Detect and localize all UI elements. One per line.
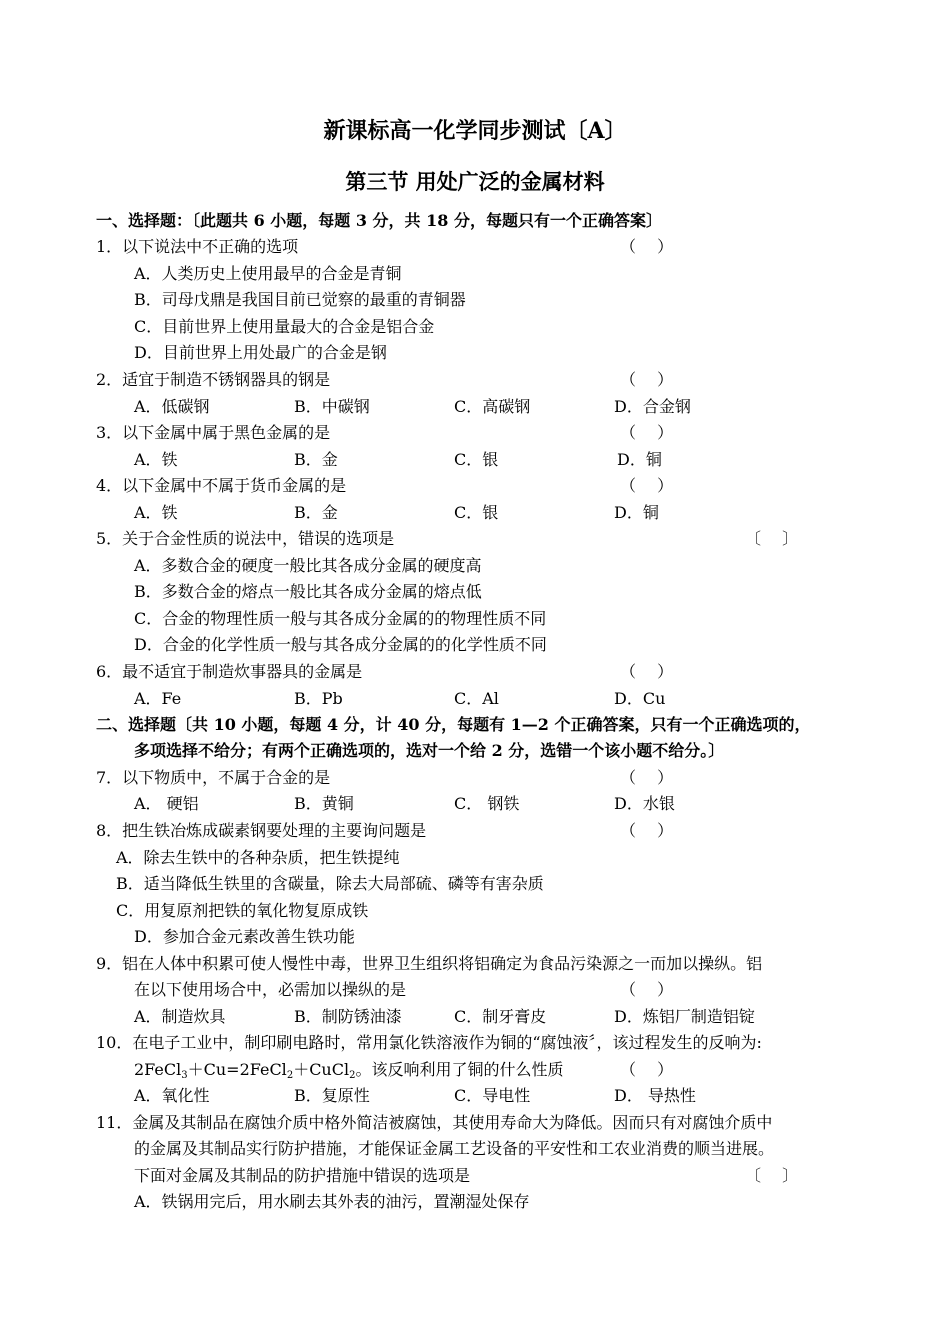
question-5-option-b: B．多数合金的熔点一般比其各成分金属的熔点低	[134, 582, 482, 601]
answer-bracket: （ ）	[620, 821, 674, 840]
question-3-option-c: C．银	[454, 450, 499, 469]
question-6-option-c: C．Al	[454, 689, 499, 708]
question-1-option-a: A．人类历史上使用最早的合金是青铜	[134, 264, 402, 283]
question-11-stem: 11．金属及其制品在腐蚀介质中格外简洁被腐蚀，其使用寿命大为降低。因而只有对腐蚀介质中	[96, 1113, 773, 1132]
question-10-option-b: B．复原性	[294, 1086, 370, 1105]
question-2-stem: 2．适宜于制造不锈钢器具的钢是	[96, 370, 331, 389]
question-8-option-c: C．用复原剂把铁的氧化物复原成铁	[116, 901, 369, 920]
question-10-equation: 2FeCl$_3$＋Cu=2FeCl$_2$＋CuCl$_2$。该反响利用了铜的什么性质	[134, 1060, 564, 1081]
question-9-option-a: A．制造炊具	[134, 1007, 226, 1026]
page-title: 新课标高一化学同步测试〔A〕	[323, 118, 627, 144]
answer-bracket: （ ）	[620, 980, 674, 999]
question-3-option-d: D．铜	[617, 450, 662, 469]
question-2-option-a: A．低碳钢	[134, 397, 210, 416]
question-6-option-b: B．Pb	[294, 689, 343, 708]
question-9-option-d: D．炼铝厂制造铝锭	[614, 1007, 755, 1026]
question-4-option-b: B．金	[294, 503, 338, 522]
answer-bracket: （ ）	[620, 370, 674, 389]
question-2-option-c: C．高碳钢	[454, 397, 531, 416]
answer-bracket: 〔 〕	[745, 529, 799, 548]
question-4-stem: 4．以下金属中不属于货币金属的是	[96, 476, 347, 495]
question-11-stem-cont: 的金属及其制品实行防护措施，才能保证金属工艺设备的平安性和工农业消费的顺当进展。	[134, 1139, 775, 1158]
question-10-option-d: D． 导热性	[614, 1086, 696, 1105]
question-3-option-b: B．金	[294, 450, 338, 469]
question-2-option-b: B．中碳钢	[294, 397, 370, 416]
question-10-stem: 10．在电子工业中，制印刷电路时，常用氯化铁溶液作为铜的“腐蚀液〞，该过程发生的反响为:	[96, 1033, 762, 1052]
question-5-stem: 5．关于合金性质的说法中，错误的选项是	[96, 529, 395, 548]
answer-bracket: 〔 〕	[745, 1166, 799, 1185]
question-4-option-d: D．铜	[614, 503, 659, 522]
question-7-option-a: A． 硬铝	[134, 794, 199, 813]
question-9-stem-cont: 在以下使用场合中，必需加以操纵的是	[134, 980, 407, 999]
question-1-option-c: C．目前世界上使用量最大的合金是铝合金	[134, 317, 435, 336]
question-4-option-c: C．银	[454, 503, 499, 522]
question-9-stem: 9．铝在人体中积累可使人慢性中毒，世界卫生组织将铝确定为食品污染源之一而加以操纵。铝	[96, 954, 763, 973]
question-9-option-b: B．制防锈油漆	[294, 1007, 402, 1026]
answer-bracket: （ ）	[620, 237, 674, 256]
question-9-option-c: C．制牙膏皮	[454, 1007, 547, 1026]
answer-bracket: （ ）	[620, 423, 674, 442]
question-7-option-b: B．黄铜	[294, 794, 354, 813]
question-8-option-a: A．除去生铁中的各种杂质，把生铁提纯	[116, 848, 400, 867]
question-7-stem: 7．以下物质中，不属于合金的是	[96, 768, 331, 787]
answer-bracket: （ ）	[620, 1060, 674, 1079]
question-6-option-a: A．Fe	[134, 689, 182, 708]
question-11-stem-cont2: 下面对金属及其制品的防护措施中错误的选项是	[134, 1166, 471, 1185]
question-8-option-b: B．适当降低生铁里的含碳量，除去大局部硫、磷等有害杂质	[116, 874, 544, 893]
question-2-option-d: D．合金钢	[614, 397, 691, 416]
question-1-option-b: B．司母戊鼎是我国目前已觉察的最重的青铜器	[134, 290, 466, 309]
question-5-option-c: C．合金的物理性质一般与其各成分金属的的物理性质不同	[134, 609, 547, 628]
answer-bracket: （ ）	[620, 768, 674, 787]
page-subtitle: 第三节 用处广泛的金属材料	[345, 169, 605, 194]
question-11-option-a: A．铁锅用完后，用水刷去其外表的油污，置潮湿处保存	[134, 1192, 530, 1211]
section-2-heading: 二、选择题〔共 10 小题，每题 4 分，计 40 分，每题有 1—2 个正确答案，只有一个正确选项的，	[96, 715, 811, 734]
question-4-option-a: A．铁	[134, 503, 178, 522]
question-8-stem: 8．把生铁冶炼成碳素钢要处理的主要询问题是	[96, 821, 427, 840]
section-1-heading: 一、选择题：〔此题共 6 小题，每题 3 分，共 18 分，每题只有一个正确答案〕	[96, 211, 662, 230]
question-7-option-d: D．水银	[614, 794, 675, 813]
question-1-option-d: D．目前世界上用处最广的合金是钢	[134, 343, 387, 362]
question-1-stem: 1．以下说法中不正确的选项	[96, 237, 299, 256]
answer-bracket: （ ）	[620, 476, 674, 495]
section-2-heading-cont: 多项选择不给分；有两个正确选项的，选对一个给 2 分，选错一个该小题不给分。〕	[134, 741, 725, 760]
question-10-option-a: A．氧化性	[134, 1086, 210, 1105]
question-5-option-a: A．多数合金的硬度一般比其各成分金属的硬度高	[134, 556, 482, 575]
question-3-stem: 3．以下金属中属于黑色金属的是	[96, 423, 331, 442]
question-6-stem: 6．最不适宜于制造炊事器具的金属是	[96, 662, 363, 681]
question-10-option-c: C．导电性	[454, 1086, 531, 1105]
question-7-option-c: C． 钢铁	[454, 794, 520, 813]
question-3-option-a: A．铁	[134, 450, 178, 469]
question-6-option-d: D．Cu	[614, 689, 666, 708]
question-8-option-d: D．参加合金元素改善生铁功能	[134, 927, 355, 946]
question-5-option-d: D．合金的化学性质一般与其各成分金属的的化学性质不同	[134, 635, 547, 654]
answer-bracket: （ ）	[620, 662, 674, 681]
